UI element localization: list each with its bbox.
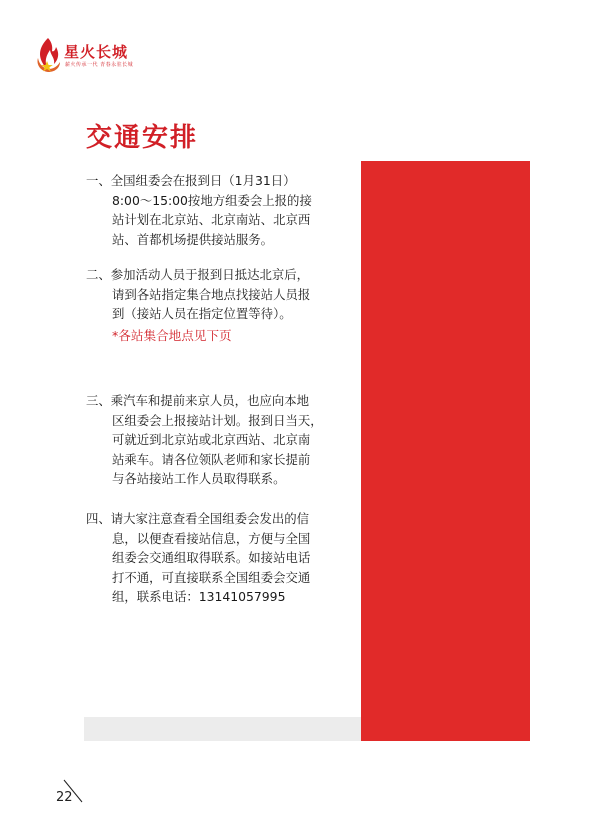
item-line: 组委会交通组取得联系。如接站电话 <box>112 550 311 565</box>
item-line: 一、全国组委会在报到日（1月31日） <box>86 173 296 188</box>
arrangement-item-2 <box>86 265 356 324</box>
item-line: 到（接站人员在指定位置等待）。 <box>112 306 292 321</box>
item-line: 区组委会上报接站计划。报到日当天， <box>112 412 323 428</box>
grey-decorative-bar <box>84 717 361 741</box>
item-line: 息，以便查看接站信息，方便与全国 <box>112 530 311 546</box>
item-line: 组，联系电话：13141057995 <box>112 589 286 604</box>
arrangement-item-4 <box>86 509 356 607</box>
page-title: 交通安排 <box>86 123 199 153</box>
item-line: 请到各站指定集合地点找接站人员报 <box>112 286 311 302</box>
red-decorative-block <box>361 161 530 741</box>
logo <box>34 36 144 76</box>
arrangement-item-3 <box>86 391 356 489</box>
item-line: 8:00～15:00按地方组委会上报的接 <box>112 192 312 208</box>
item-line: 可就近到北京站或北京西站、北京南 <box>112 432 311 447</box>
collection-point-note: *各站集合地点见下页 <box>112 328 232 343</box>
item-line: 站乘车。请各位领队老师和家长提前 <box>112 451 311 467</box>
item-line: 站、首都机场提供接站服务。 <box>112 231 274 247</box>
item-line: 二、参加活动人员于报到日抵达北京后， <box>86 267 310 282</box>
item-line: 与各站接站工作人员取得联系。 <box>112 471 286 486</box>
flame-star-icon <box>34 36 64 76</box>
item-line: 四、请大家注意查看全国组委会发出的信 <box>86 511 310 526</box>
logo-name: 星火长城 <box>64 43 129 61</box>
item-line: 打不通，可直接联系全国组委会交通 <box>112 569 311 585</box>
logo-slogan: 薪火传承一代 青春永驻长城 <box>65 62 134 68</box>
arrangement-item-1 <box>86 171 356 249</box>
page-number: 22 <box>56 790 73 805</box>
item-line: 站计划在北京站、北京南站、北京西 <box>112 212 311 227</box>
item-line: 三、乘汽车和提前来京人员，也应向本地 <box>86 393 310 408</box>
